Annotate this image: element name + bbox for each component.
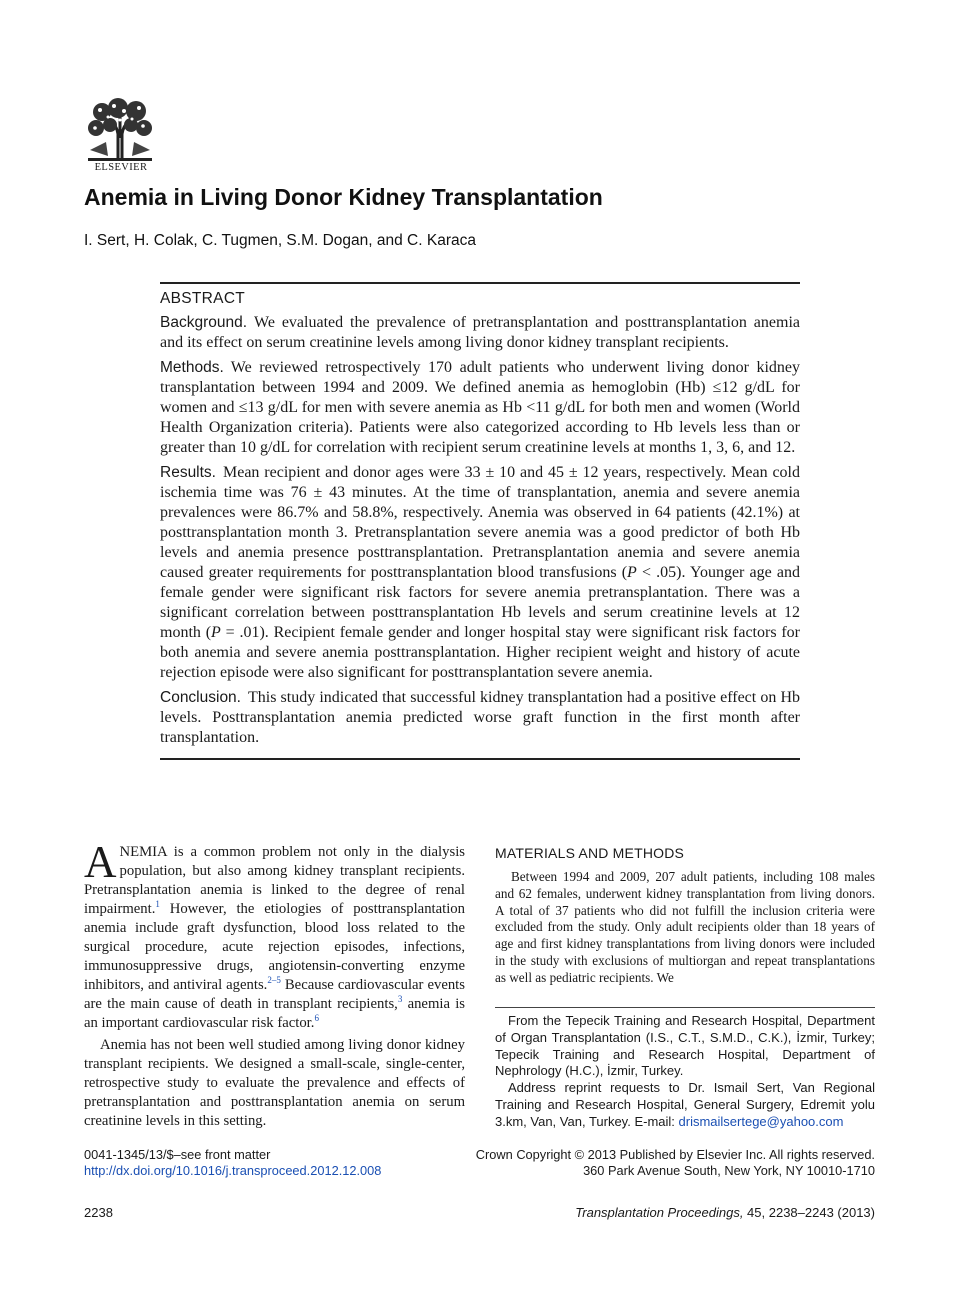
publisher-wordmark: ELSEVIER [94,162,148,173]
intro-text: Because cardiovascular events are the main cause of death in transplant recipients, [84,977,465,1012]
conclusion-text: This study indicated that successful kidney transplantation had a positive effect on Hb levels. Posttransplantation anemia predicted worse graft function in the first month after transplantation. [160,689,800,746]
journal-volume: 45, 2238–2243 (2013) [743,1205,875,1220]
intro-text: NEMIA is a common problem not only in the dialysis population, but also among kidney transplant recipients. Pretransplantation anemia is linked to the degree of renal impairment. [84,844,465,917]
abstract-conclusion [160,688,800,748]
drop-cap: A [84,837,117,887]
results-text-3: = .01). Recipient female gender and longer hospital stay were significant risk factors for both anemia and severe anemia posttransplantation. Higher recipient weight and history of acute rejection episode were also significant for posttransplantation severe anemia. [160,624,801,681]
affiliation-text: From the Tepecik Training and Research Hospital, Department of Organ Transplantation (I.S., C.T., S.M.D., C.K.), İzmir, Turkey; Tepecik Training and Research Hospital, Department of Nephrology (H.C.), İzmir, Turkey. [495,1013,875,1079]
abstract-results [160,463,800,683]
background-label: Background. [160,314,248,331]
p-value-symbol: P [211,624,221,641]
affiliation-footnote [495,1007,875,1131]
doi-link[interactable]: http://dx.doi.org/10.1016/j.transproceed.2012.12.008 [84,1163,382,1178]
abstract-background [160,313,800,353]
intro-paragraph-1 [84,837,466,1033]
introduction-column [84,837,466,1131]
intro-paragraph-2: Anemia has not been well studied among living donor kidney transplant recipients. We designed a small-scale, single-center, retrospective study to evaluate the prevalence and effects of pretransplantation and posttransplantation anemia on serum creatinine levels in this setting. [84,1037,465,1129]
p-value-symbol: P [627,564,637,581]
article-title: Anemia in Living Donor Kidney Transplantation [84,184,603,210]
address-text: Address reprint requests to Dr. Ismail Sert, Van Regional Training and Research Hospital, General Surgery, Edremit yolu 3.km, Van, Van, Turkey. E-mail: [495,1080,875,1129]
results-text-1: Mean recipient and donor ages were 33 ± 10 and 45 ± 12 years, respectively. Mean cold ischemia time was 76 ± 43 minutes. At the time of transplantation, anemia and severe anemia prevalences were 86.7% and 58.8%, respectively. Anemia was observed in 64 patients (42.1%) at posttransplantation month 3. Pretransplantation severe anemia was a good predictor of both Hb levels and anemia presence posttransplantation. Pretransplantation anemia and severe anemia caused greater requirements for posttransplantation blood transfusions ( [160,464,800,581]
section-heading: MATERIALS AND METHODS [495,845,685,861]
background-text: We evaluated the prevalence of pretransplantation and posttransplantation anemia and its effect on serum creatinine levels among living donor kidney transplant recipients. [160,314,800,351]
methods-column [495,843,875,987]
reprint-address [495,1080,875,1130]
tree-icon [84,98,156,162]
abstract-methods [160,358,800,458]
methods-label: Methods. [160,359,224,376]
issn-line: 0041-1345/13/$–see front matter [84,1147,271,1162]
methods-text: We reviewed retrospectively 170 adult patients who underwent living donor kidney transplantation between 1994 and 2009. We defined anemia as hemoglobin (Hb) ≤12 g/dL for women and ≤13 g/dL for men with severe anemia as Hb <11 g/dL for both men and women (World Health Organization criteria). Patients were also categorized according to Hb levels less than or greater than 10 g/dL for correlation with recipient serum creatinine levels at months 1, 3, 6, and 12. [160,359,800,456]
conclusion-label: Conclusion. [160,689,241,706]
author-list: I. Sert, H. Colak, C. Tugmen, S.M. Dogan, and C. Karaca [84,232,476,249]
reference-link[interactable]: 6 [314,1013,319,1024]
abstract-box [160,282,800,760]
copyright-line: Crown Copyright © 2013 Published by Elsevier Inc. All rights reserved. [475,1147,875,1162]
footer-left [84,1147,381,1179]
journal-citation [575,1205,875,1220]
results-text-2: < .05). Younger age and female gender were significant risk factors for severe anemia pretransplantation. There was a significant correlation between posttransplantation Hb levels and serum creatinine levels at 12 month ( [160,564,800,641]
reference-link[interactable]: 3 [397,994,403,1005]
abstract-heading: ABSTRACT [160,290,246,307]
results-label: Results. [160,464,216,481]
footer-right [476,1147,875,1179]
intro-text: However, the etiologies of posttransplantation anemia include graft dysfunction, blood loss related to the surgical procedure, acute rejection episodes, infections, immunosuppressive drugs, angiotensin-converting enzyme inhibitors, and antiviral agents. [84,901,465,993]
methods-paragraph: Between 1994 and 2009, 207 adult patients, including 108 males and 62 females, underwent kidney transplantation from living donors. A total of 37 patients who did not fulfill the inclusion criteria were excluded from the study. Only adult recipients older than 18 years of age and first kidney transplantations from living donors were included in the study with exclusions of multiorgan and repeat transplantations as well as pediatric recipients. We [495,869,875,985]
journal-name: Transplantation Proceedings, [575,1205,744,1220]
reference-link[interactable]: 2–5 [267,975,281,986]
publisher-address: 360 Park Avenue South, New York, NY 10010-1710 [583,1163,875,1178]
email-link[interactable]: drismailsertege@yahoo.com [678,1113,844,1129]
reference-link[interactable]: 1 [155,899,160,910]
intro-text: anemia is an important cardiovascular risk factor. [84,996,466,1031]
page-number: 2238 [84,1205,113,1220]
